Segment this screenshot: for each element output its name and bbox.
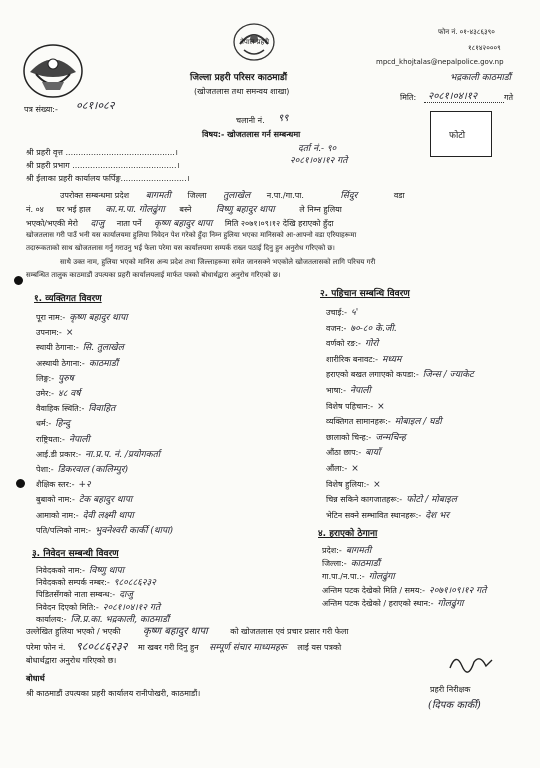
- personal-detail-label: शैक्षिक स्तर:-: [36, 480, 75, 490]
- missing-location-detail-value: २०७१।०९।१२ गते: [429, 585, 487, 596]
- personal-detail-label: वैवाहिक स्थिति:-: [36, 404, 85, 414]
- personal-detail-value: ४८ वर्ष: [58, 389, 81, 399]
- identity-detail-label: औंठा छाप:-: [326, 448, 362, 458]
- identity-detail-label: चिन्न सकिने कागजातहरू:-: [326, 495, 403, 505]
- missing-location-detail-value: गोलढुंगा: [368, 572, 395, 583]
- personal-detail-value: डिकरवाल (कालिम्पुर): [57, 465, 129, 475]
- personal-detail-value: ×: [65, 328, 74, 339]
- body-line-4: खोजतलास गरी पाउँ भनी यस कार्यालयमा हुलिया निवेदन पेश गरेको हुँदा निम्न हुलिया भएका मानिसको आ-आफ्नो वडा एरियाहरूमा: [26, 231, 357, 239]
- personal-detail-value: भुवनेश्वरी कार्की (थापा): [95, 525, 173, 536]
- location-handwritten: भद्रकाली काठमाडौं: [450, 73, 511, 83]
- identity-detail-label: वजन:-: [326, 323, 347, 333]
- personal-detail-label: राष्ट्रियता:-: [36, 434, 65, 444]
- identity-detail-row: [326, 503, 449, 522]
- personal-detail-value: हिन्दु: [55, 419, 70, 430]
- personal-detail-value: कृष्ण बहादुर थापा: [69, 313, 128, 323]
- identity-detail-label: वर्णको रङ:-: [326, 339, 361, 349]
- identity-detail-label: विशेष हुलिया:-: [326, 479, 370, 489]
- recipient-1: श्री प्रहरी वृत्त ...........................................।: [26, 148, 178, 157]
- personal-detail-label: धर्म:-: [36, 419, 52, 429]
- identity-detail-value: जिन्स / ज्याकेट: [422, 370, 474, 381]
- application-detail-value: दाजु: [119, 590, 133, 601]
- date-value: २०८१।०४।१२: [428, 91, 478, 102]
- recipient-3: श्री ईलाका प्रहरी कार्यालय फर्पिङ्ग..........................।: [26, 174, 190, 183]
- identity-detail-value: जन्मचिन्ह: [375, 432, 406, 443]
- subject-line: विषय:- खोजतलास गर्न सम्बन्धमा: [202, 130, 301, 139]
- identity-detail-label: विशेष पहिचान:-: [326, 401, 374, 411]
- punch-hole-top: [14, 276, 23, 285]
- application-detail-label: निवेदकको सम्पर्क नम्बर:-: [36, 578, 110, 588]
- identity-detail-value: ×: [377, 401, 385, 412]
- personal-detail-value: देवी लक्ष्मी थापा: [82, 510, 134, 521]
- personal-detail-label: आमाको नाम:-: [36, 510, 79, 520]
- bodhartha-title: बोधार्थ: [26, 674, 45, 683]
- identity-detail-label: व्यक्तिगत सामानहरू:-: [326, 417, 391, 427]
- body-line-6: साथै उक्त नाम, हुलिया भएको मानिस अन्य प्रदेश तथा जिल्लाहरूमा समेत जानसक्ने भएकोले खोजतलासको लागि परिचय गरी: [60, 258, 376, 266]
- identity-detail-value: ७०-८० के.जी.: [350, 323, 397, 334]
- phone-number: फोन नं. ०१-४३८६३९०: [438, 28, 495, 36]
- dispatch-value: ९९: [278, 113, 289, 124]
- identity-detail-value: फोटो / मोबाइल: [406, 495, 457, 506]
- missing-location-detail-label: प्रदेश:-: [322, 546, 342, 555]
- identity-detail-value: ×: [373, 479, 381, 490]
- identity-detail-value: ×: [351, 464, 359, 474]
- personal-detail-label: अस्थायी ठेगाना:-: [36, 358, 85, 368]
- application-detail-value: २०८१।०४।१२ गते: [102, 602, 161, 613]
- application-detail-value: ९८०८८६२३२: [113, 578, 156, 589]
- body-line-7: सम्बन्धित तालुक काठमाडौं उपत्यका प्रहरी कार्यालयलाई मार्फत पत्रको बोधार्थद्वारा अनुरोध गरिएको छ।: [26, 271, 281, 279]
- personal-detail-value: नेपाली: [68, 434, 90, 445]
- personal-detail-value: पुरुष: [58, 373, 74, 384]
- photo-box: फोटो: [430, 111, 492, 157]
- identity-detail-label: औंला:-: [326, 464, 348, 473]
- identity-detail-label: शारीरिक बनावट:-: [326, 354, 379, 364]
- personal-detail-label: स्थायी ठेगाना:-: [36, 343, 79, 353]
- personal-detail-label: पति/पत्निको नाम:-: [36, 525, 92, 535]
- footer-line-1: उल्लेखित हुलिया भएको / भएकी कृष्ण बहादुर थापा को खोजतलास एवं प्रचार प्रसार गरी फेला: [26, 626, 349, 637]
- body-line-2: नं. ०४ घर भई हाल का.म.पा. गोलढुंगा बस्ने विष्णु बहादुर थापा ले निम्न हुलिया: [26, 205, 342, 215]
- application-detail-label: निवेदन दिएको मिति:-: [36, 602, 99, 612]
- identity-detail-value: नेपाली: [349, 386, 371, 396]
- section-2-title: २. पहिचान सम्बन्धि विवरण: [320, 289, 410, 299]
- signature-name: (दिपक कार्की): [428, 700, 481, 711]
- identity-detail-value: देश भर: [425, 510, 450, 521]
- personal-detail-label: बुबाको नाम:-: [36, 495, 75, 505]
- personal-detail-label: उमेर:-: [36, 389, 55, 398]
- personal-detail-value: ना.प्र.प. नं. /प्रयोगकर्ता: [85, 449, 161, 460]
- application-detail-value: जि.प्र.का. भद्रकाली, काठमाडौं: [70, 614, 170, 625]
- personal-detail-value: सि. तुलाखेल: [82, 343, 124, 354]
- identity-detail-value: बायाँ: [365, 448, 381, 459]
- identity-detail-label: उचाई:-: [326, 308, 348, 317]
- letter-no-label: पत्र संख्या:-: [24, 105, 58, 114]
- email-address: mpcd_khojtalas@nepalpolice.gov.np: [376, 58, 504, 66]
- identity-detail-label: भेटिन सक्ने सम्भावित स्थानहरू:-: [326, 510, 422, 520]
- application-detail-label: कार्यालय:-: [36, 614, 67, 624]
- identity-detail-value: मोबाइल / घडी: [394, 417, 442, 428]
- missing-location-detail-label: जिल्ला:-: [322, 559, 347, 569]
- missing-location-detail-value: काठमाडौं: [350, 559, 381, 570]
- personal-detail-value: टेक बहादुर थापा: [78, 495, 133, 506]
- body-line-3: भएको/भएकी मेरो दाजु नाता पर्ने कृष्ण बहादुर थापा मिति २०७१।०९।१२ देखि हराएको हुँदा: [26, 219, 334, 229]
- personal-detail-value: काठमाडौं: [88, 358, 119, 369]
- bodhartha-text: श्री काठमाडौं उपत्यका प्रहरी कार्यालय रानीपोखरी, काठमाडौं।: [26, 689, 201, 698]
- office-name: जिल्ला प्रहरी परिसर काठमाडौं: [190, 73, 288, 83]
- dispatch-label: चलानी नं.: [236, 116, 265, 125]
- personal-detail-row: [36, 518, 173, 537]
- missing-location-detail-row: [322, 591, 464, 610]
- officer-signature: [446, 650, 496, 676]
- punch-hole-bottom: [16, 479, 25, 488]
- footer-line-3: बोधार्थद्वारा अनुरोध गरिएको छ।: [26, 656, 117, 665]
- date-suffix: गते: [504, 93, 514, 102]
- personal-detail-label: लिङ्ग:-: [36, 373, 55, 383]
- date-label: मिति:: [400, 93, 417, 102]
- missing-location-detail-label: अन्तिम पटक देखेको / हराएको स्थान:-: [322, 598, 434, 608]
- identity-detail-value: मध्यम: [382, 354, 402, 365]
- application-detail-label: निवेदकको नाम:-: [36, 566, 85, 575]
- signature-title: प्रहरी निरीक्षक: [430, 685, 471, 694]
- reference-1: दर्ता नं.- ९०: [298, 144, 337, 154]
- identity-detail-label: भाषा:-: [326, 386, 346, 395]
- personal-detail-label: पेशा:-: [36, 465, 54, 474]
- application-detail-value: विष्णु थापा: [89, 566, 125, 576]
- identity-detail-label: छालाको चिन्ह:-: [326, 432, 372, 442]
- identity-detail-label: हराएको बखत लगाएको कपडा:-: [326, 370, 419, 380]
- footer-line-2: परेमा फोन नं. ९८०८८६२३२ मा खबर गरी दिनु हुन सम्पूर्ण संचार माध्यमहरू लाई यस पत्रको: [26, 640, 342, 653]
- section-3-title: ३. निवेदन सम्बन्धी विवरण: [32, 549, 119, 559]
- identity-detail-value: गोरो: [364, 339, 379, 350]
- section-1-title: १. व्यक्तिगत विवरण: [34, 294, 102, 304]
- office-top: नेपाल प्रहरी: [240, 38, 270, 46]
- phone-number-2: १८१४२०००९: [468, 44, 501, 52]
- identity-detail-value: ५': [351, 308, 359, 318]
- office-branch: (खोजतलास तथा समन्वय शाखा): [194, 87, 290, 96]
- recipient-2: श्री प्रहरी प्रभाग .........................................।: [26, 161, 180, 170]
- personal-detail-label: उपनाम:-: [36, 328, 62, 338]
- reference-2: २०८१।०४।१२ गते: [290, 156, 348, 166]
- personal-detail-value: +२: [78, 480, 91, 491]
- personal-detail-label: पूरा नाम:-: [36, 313, 66, 322]
- section-4-title: ४. हराएको ठेगाना: [318, 529, 378, 539]
- personal-detail-value: विवाहित: [88, 404, 116, 415]
- missing-location-detail-value: बागमती: [345, 546, 372, 556]
- body-line-1: उपरोक्त सम्बन्धमा प्रदेश बागमती जिल्ला तुलाखेल न.पा./गा.पा. सिंदुर वडा: [60, 191, 405, 201]
- letter-no-value: ०८१।०८२: [76, 99, 115, 112]
- application-detail-label: पिडितसँगको नाता सम्बन्ध:-: [36, 590, 116, 600]
- personal-detail-label: आई.डी प्रकार:-: [36, 449, 82, 459]
- body-line-5: तदारूकताको साथ खोजतलास गर्नु गराउनु भई फेला परेमा यस कार्यालयमा सम्पर्क राख्न पठाई दिनु हुन अनुरोध गरिएको छ।: [26, 244, 335, 252]
- missing-location-detail-label: अन्तिम पटक देखेको मिति / समय:-: [322, 585, 426, 595]
- missing-location-detail-label: गा.पा./न.पा.:-: [322, 572, 365, 582]
- nepal-police-emblem-left: [22, 42, 84, 100]
- missing-location-detail-value: गोलढुंगा: [437, 598, 464, 609]
